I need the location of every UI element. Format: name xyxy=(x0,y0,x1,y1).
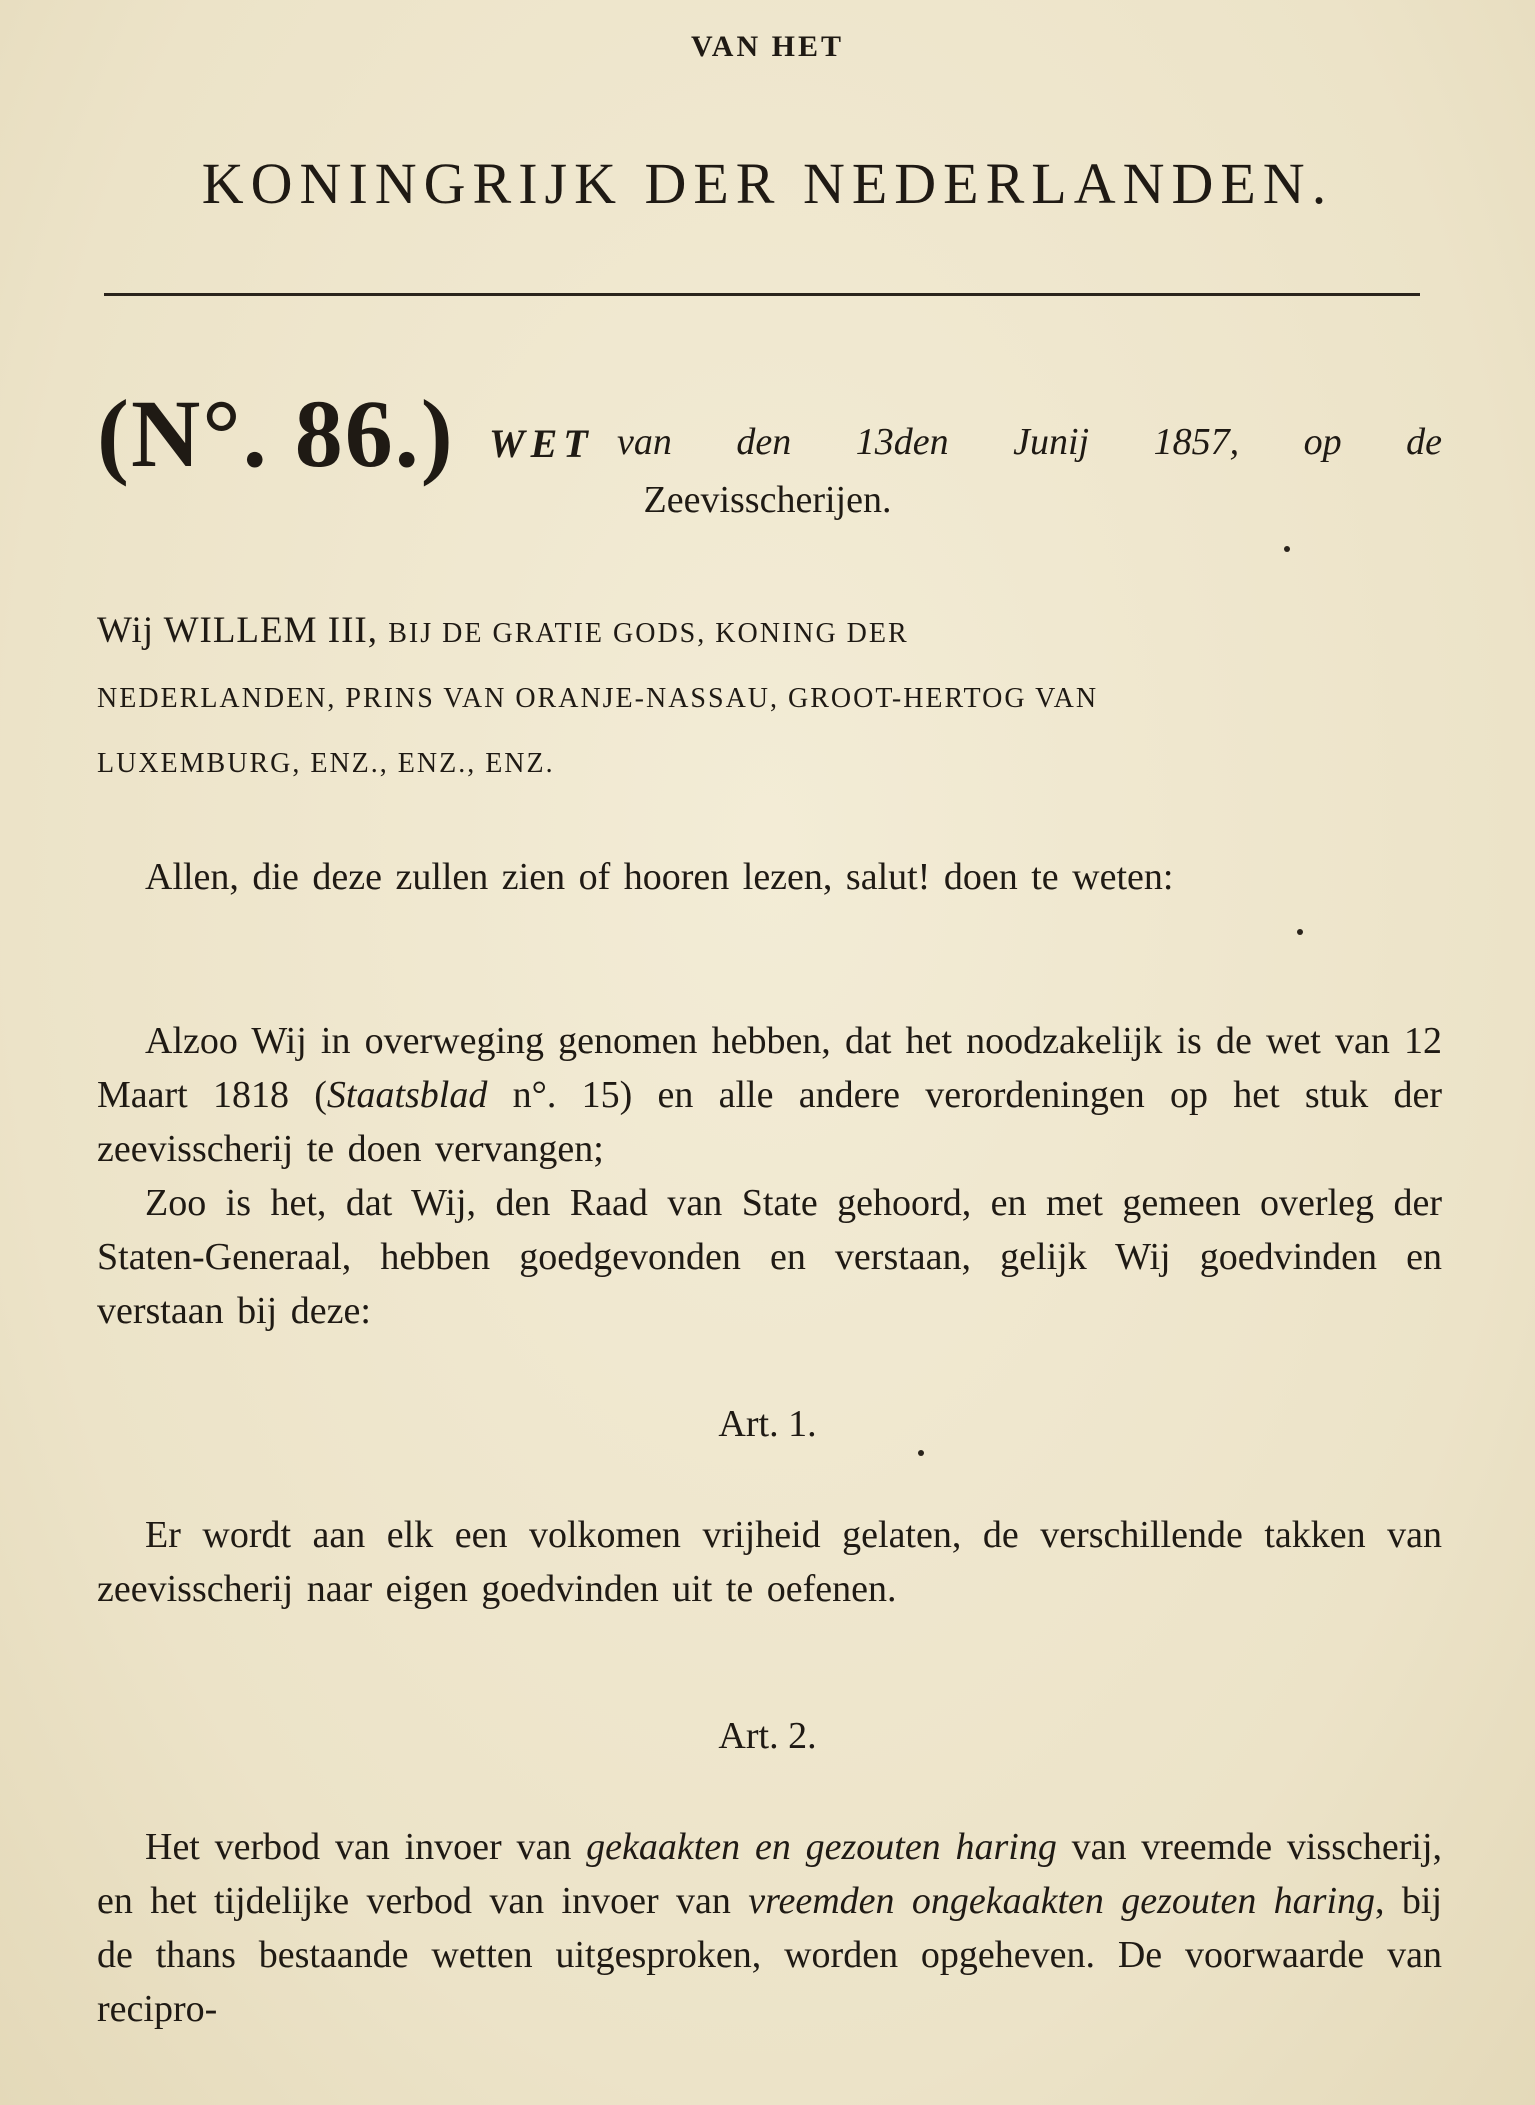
preamble-line2: NEDERLANDEN, PRINS VAN ORANJE-NASSAU, GROOT-HERTOG VAN xyxy=(97,683,1099,714)
consideration-2: Zoo is het, dat Wij, den Raad van State gehoord, en met gemeen overleg der Staten-Generaal, hebben goedgevonden en verstaan, gelijk Wij goedvinden en verstaan bij deze: xyxy=(97,1182,1442,1332)
article-2-text-c: , bij de thans bestaande wetten uitgesproken, worden opgeheven. De voorwaarde van recipro- xyxy=(97,1880,1443,2030)
act-heading xyxy=(97,380,1442,487)
article-2-text xyxy=(97,1820,1442,2036)
consideration-1 xyxy=(97,1014,1442,1176)
greeting: Allen, die deze zullen zien of hooren lezen, salut! doen te weten: xyxy=(145,856,1174,898)
consideration-1-text-a: Alzoo Wij in overweging genomen hebben, dat het noodzakelijk is de wet van 12 Maart 1818 ( xyxy=(97,1020,1442,1116)
act-date: van den 13den Junij 1857, op de xyxy=(617,421,1442,463)
preamble-line1: BIJ DE GRATIE GODS, KONING DER xyxy=(388,618,909,649)
header-rule xyxy=(104,293,1420,296)
act-number: (N°. 86.) xyxy=(97,380,455,487)
article-2-text-a: Het verbod van invoer van xyxy=(145,1826,587,1868)
article-2-italic-1: gekaakten en gezouten haring xyxy=(586,1826,1057,1868)
header-title: KONINGRIJK DER NEDERLANDEN. xyxy=(201,151,1334,216)
article-1-heading: Art. 1. xyxy=(718,1403,817,1445)
header-top: VAN HET xyxy=(691,30,844,63)
preamble-we: Wij WILLEM III, xyxy=(97,610,378,651)
preamble xyxy=(97,600,1442,795)
preamble-line3: LUXEMBURG, ENZ., ENZ., ENZ. xyxy=(97,748,555,779)
article-2-italic-2: vreemden ongekaakten gezouten haring xyxy=(748,1880,1376,1922)
article-1-text: Er wordt aan elk een volkomen vrijheid gelaten, de verschillende takken van zeevisscherij naar eigen goedvinden uit te oefenen. xyxy=(97,1514,1442,1610)
ink-speck xyxy=(1284,546,1290,552)
act-type: WET xyxy=(489,421,594,466)
act-subject: Zeevisscherijen. xyxy=(643,479,892,521)
consideration-1-text-b: n°. 15) en alle andere verordeningen op het stuk der zeevisscherij te doen vervangen; xyxy=(97,1074,1442,1170)
staatsblad-ref: Staatsblad xyxy=(326,1074,488,1116)
ink-speck xyxy=(918,1450,924,1456)
article-2-heading: Art. 2. xyxy=(718,1715,817,1757)
article-2-text-b: van vreemde visscherij, en het tijdelijke verbod van invoer van xyxy=(97,1826,1443,1922)
bleed-through-text xyxy=(95,0,1475,2000)
ink-speck xyxy=(1297,929,1303,935)
